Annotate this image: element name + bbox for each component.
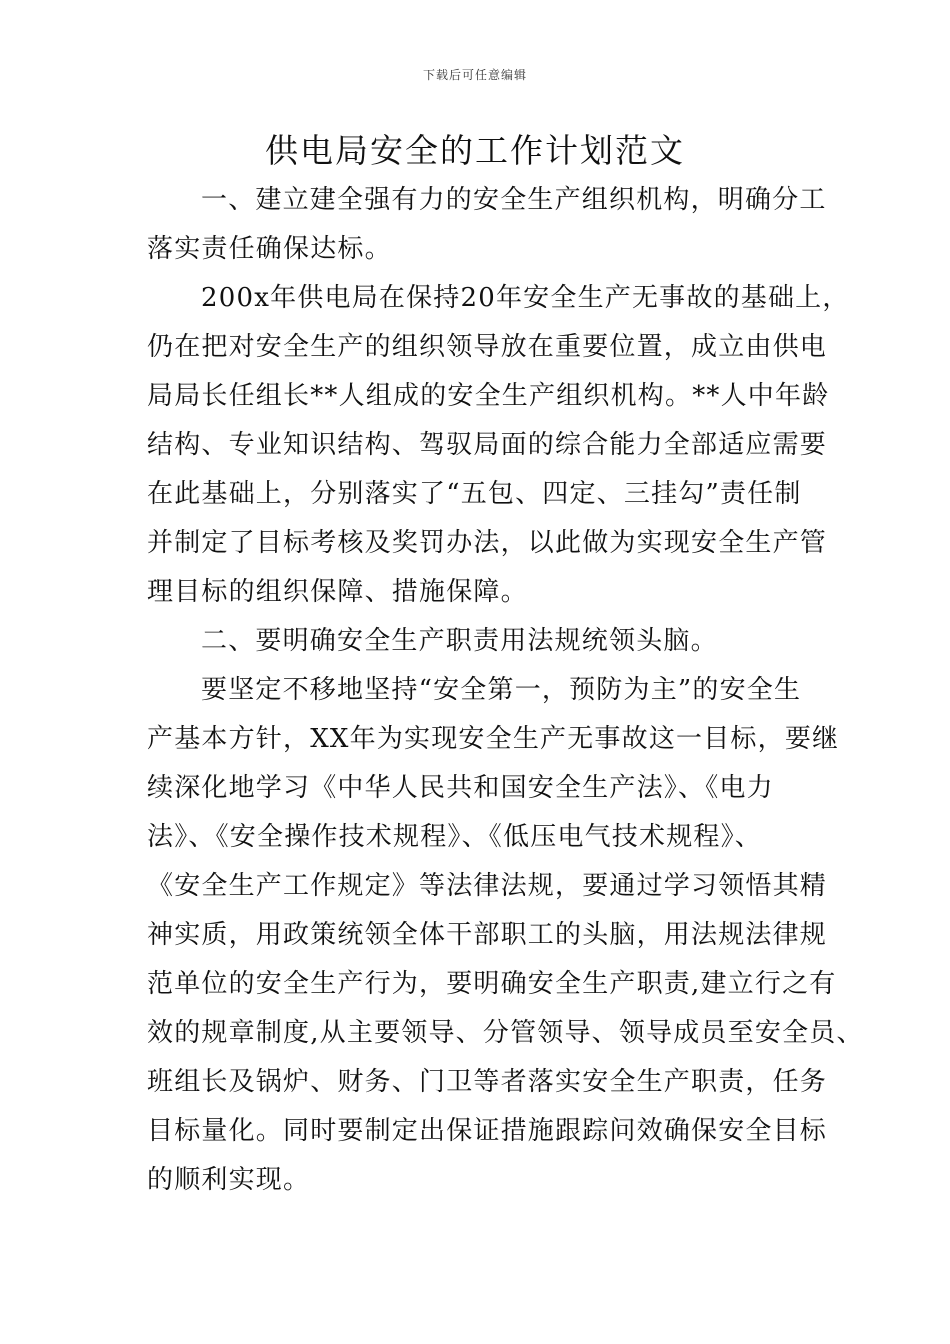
header-note: 下载后可任意编辑 (422, 68, 527, 82)
text-line: 二、要明确安全生产职责用法规统领头脑。 (201, 626, 718, 656)
text-line: 目标量化。同时要制定出保证措施跟踪问效确保安全目标 (147, 1116, 828, 1146)
text-line: 落实责任确保达标。 (147, 234, 392, 264)
text-line: 产基本方针，XX年为实现安全生产无事故这一目标，要继 (147, 724, 840, 754)
text-line: 200x年供电局在保持20年安全生产无事故的基础上， (201, 283, 850, 313)
text-line: 范单位的安全生产行为，要明确安全生产职责,建立行之有 (147, 969, 837, 999)
text-line: 《安全生产工作规定》等法律法规，要通过学习领悟其精 (147, 871, 828, 901)
text-line: 并制定了目标考核及奖罚办法，以此做为实现安全生产管 (147, 528, 828, 558)
document-body (147, 176, 864, 1205)
text-line: 的顺利实现。 (147, 1165, 311, 1195)
text-line: 仍在把对安全生产的组织领导放在重要位置，成立由供电 (147, 332, 828, 362)
text-line: 要坚定不移地坚持“安全第一，预防为主”的安全生 (201, 675, 802, 705)
text-line: 法》、《安全操作技术规程》、《低压电气技术规程》、 (147, 822, 763, 852)
document-title: 供电局安全的工作计划范文 (265, 131, 685, 170)
text-line: 理目标的组织保障、措施保障。 (147, 577, 528, 607)
text-line: 局局长任组长**人组成的安全生产组织机构。**人中年龄 (147, 381, 830, 411)
text-line: 神实质，用政策统领全体干部职工的头脑，用法规法律规 (147, 920, 828, 950)
text-line: 效的规章制度,从主要领导、分管领导、领导成员至安全员、 (147, 1018, 864, 1048)
text-line: 在此基础上，分别落实了“五包、四定、三挂勾”责任制 (147, 479, 802, 509)
text-line: 班组长及锅炉、财务、门卫等者落实安全生产职责，任务 (147, 1067, 828, 1097)
text-line: 一、建立建全强有力的安全生产组织机构，明确分工 (201, 185, 827, 215)
text-line: 续深化地学习《中华人民共和国安全生产法》、《电力 (147, 773, 774, 803)
text-line: 结构、专业知识结构、驾驭局面的综合能力全部适应需要 (147, 430, 828, 460)
